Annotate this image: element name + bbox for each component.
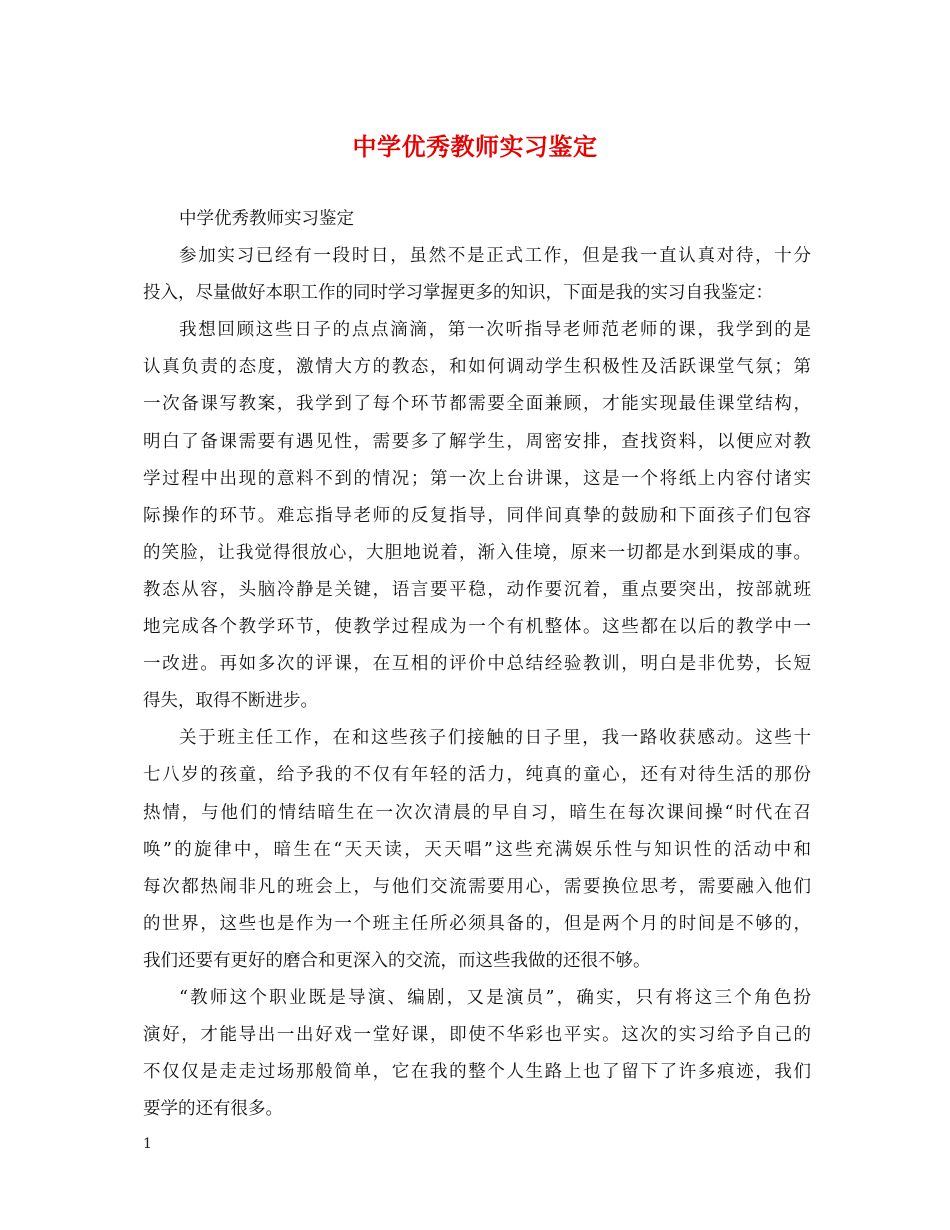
- body-line: 每次都热闹非凡的班会上，与他们交流需要用心，需要换位思考，需要融入他们: [143, 876, 811, 897]
- body-line: 的笑脸，让我觉得很放心，大胆地说着，渐入佳境，原来一切都是水到渠成的事。: [143, 542, 811, 563]
- body-line: 中学优秀教师实习鉴定: [179, 209, 354, 229]
- body-line: 我们还要有更好的磨合和更深入的交流，而这些我做的还很不够。: [143, 950, 651, 971]
- page-number: 1: [143, 1136, 152, 1152]
- body-line: 唤”的旋律中，暗生在“天天读，天天唱”这些充满娱乐性与知识性的活动中和: [143, 839, 811, 860]
- body-line: 一改进。再如多次的评课，在互相的评价中总结经验教训，明白是非优势，长短: [143, 654, 811, 675]
- body-line: 演好，才能导出一出好戏一堂好课，即使不华彩也平实。这次的实习给予自己的: [143, 1025, 811, 1046]
- body-line: 一次备课写教案，我学到了每个环节都需要全面兼顾，才能实现最佳课堂结构，: [143, 394, 811, 415]
- body-line: 认真负责的态度，激情大方的教态，和如何调动学生积极性及活跃课堂气氛；第: [143, 357, 811, 378]
- body-line: 教态从容，头脑冷静是关键，语言要平稳，动作要沉着，重点要突出，按部就班: [143, 579, 811, 600]
- body-line: 七八岁的孩童，给予我的不仅有年轻的活力，纯真的童心，还有对待生活的那份: [143, 765, 811, 786]
- body-line: 热情，与他们的情结暗生在一次次清晨的早自习，暗生在每次课间操“时代在召: [143, 802, 811, 823]
- body-line: 学过程中出现的意料不到的情况；第一次上台讲课，这是一个将纸上内容付诸实: [143, 468, 811, 489]
- body-line: 地完成各个教学环节，使教学过程成为一个有机整体。这些都在以后的教学中一: [143, 617, 811, 638]
- document-title: 中学优秀教师实习鉴定: [352, 132, 598, 161]
- body-line: 我想回顾这些日子的点点滴滴，第一次听指导老师范老师的课，我学到的是: [179, 320, 811, 341]
- body-line: 投入，尽量做好本职工作的同时学习掌握更多的知识，下面是我的实习自我鉴定：: [143, 283, 773, 304]
- body-line: 得失，取得不断进步。: [143, 691, 318, 712]
- body-line: 明白了备课需要有遇见性，需要多了解学生，周密安排，查找资料，以便应对教: [143, 431, 811, 452]
- body-line: “教师这个职业既是导演、编剧，又是演员”，确实，只有将这三个角色扮: [179, 987, 811, 1008]
- body-line: 要学的还有很多。: [143, 1099, 283, 1120]
- document-body: [143, 201, 811, 1128]
- body-line: 不仅仅是走走过场那般简单，它在我的整个人生路上也了留下了许多痕迹，我们: [143, 1062, 811, 1083]
- body-line: 参加实习已经有一段时日，虽然不是正式工作，但是我一直认真对待，十分: [179, 246, 811, 267]
- body-line: 的世界，这些也是作为一个班主任所必须具备的，但是两个月的时间是不够的，: [143, 913, 811, 934]
- body-line: 关于班主任工作，在和这些孩子们接触的日子里，我一路收获感动。这些十: [179, 728, 811, 749]
- body-line: 际操作的环节。难忘指导老师的反复指导，同伴间真挚的鼓励和下面孩子们包容: [143, 505, 811, 526]
